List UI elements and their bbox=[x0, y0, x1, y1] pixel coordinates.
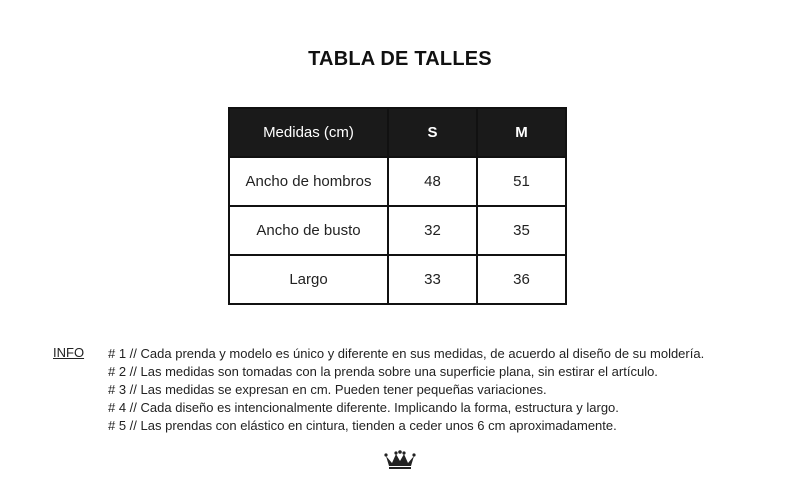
table-header-row bbox=[229, 108, 566, 157]
table-row bbox=[229, 157, 566, 206]
header-size-s: S bbox=[388, 108, 477, 157]
page-title: TABLA DE TALLES bbox=[308, 48, 492, 70]
cell-s: 32 bbox=[388, 206, 477, 255]
cell-s: 48 bbox=[388, 157, 477, 206]
header-measures: Medidas (cm) bbox=[229, 108, 388, 157]
cell-m: 35 bbox=[477, 206, 566, 255]
cell-s: 33 bbox=[388, 255, 477, 304]
table-row bbox=[229, 255, 566, 304]
cell-m: 51 bbox=[477, 157, 566, 206]
info-line: # 1 // Cada prenda y modelo es único y diferente en sus medidas, de acuerdo al diseño de su moldería. bbox=[108, 346, 705, 361]
row-label: Ancho de hombros bbox=[229, 157, 388, 206]
info-line: # 3 // Las medidas se expresan en cm. Pueden tener pequeñas variaciones. bbox=[108, 382, 547, 397]
info-line: # 2 // Las medidas son tomadas con la prenda sobre una superficie plana, sin estirar el artículo. bbox=[108, 364, 658, 379]
header-size-m: M bbox=[477, 108, 566, 157]
info-notes bbox=[108, 345, 704, 435]
info-label: INFO bbox=[53, 345, 85, 360]
cell-m: 36 bbox=[477, 255, 566, 304]
row-label: Largo bbox=[229, 255, 388, 304]
table-row bbox=[229, 206, 566, 255]
row-label: Ancho de busto bbox=[229, 206, 388, 255]
info-line: # 4 // Cada diseño es intencionalmente diferente. Implicando la forma, estructura y largo. bbox=[108, 400, 619, 415]
info-line: # 5 // Las prendas con elástico en cintura, tienden a ceder unos 6 cm aproximadamente. bbox=[108, 418, 617, 433]
size-table bbox=[228, 107, 567, 305]
crown-icon bbox=[384, 450, 416, 470]
